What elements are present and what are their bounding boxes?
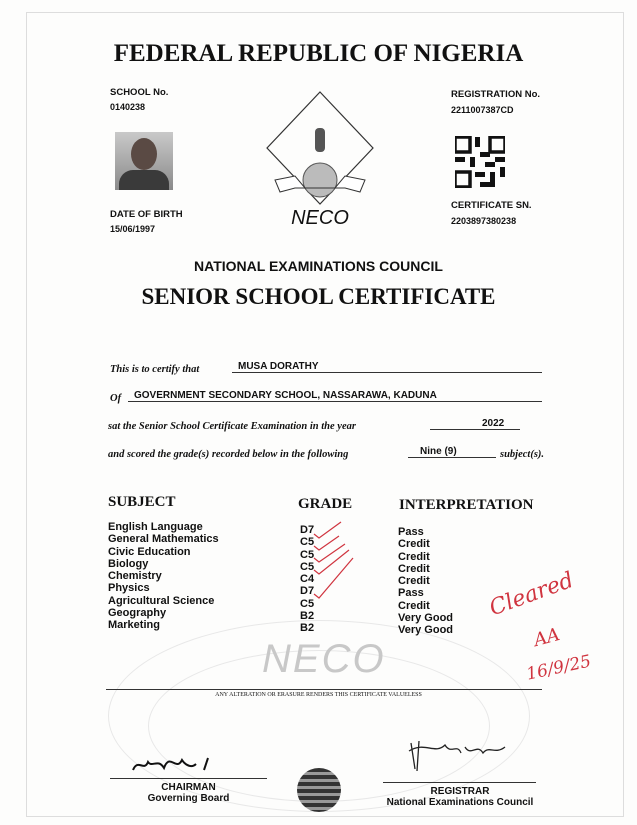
registrar-line bbox=[383, 782, 536, 783]
alteration-warning: ANY ALTERATION OR ERASURE RENDERS THIS CERTIFICATE VALUELESS bbox=[215, 692, 422, 698]
result-grade: C5 bbox=[300, 548, 315, 561]
certificate-sn-label: CERTIFICATE SN. bbox=[451, 200, 532, 211]
neco-watermark: NECO bbox=[262, 637, 386, 681]
chairman-subtitle: Governing Board bbox=[147, 793, 230, 804]
result-subject: Agricultural Science bbox=[108, 594, 215, 607]
result-interpretation: Credit bbox=[398, 575, 430, 588]
qr-code bbox=[455, 136, 505, 188]
result-interpretation: Credit bbox=[398, 550, 430, 563]
subject-header: SUBJECT bbox=[108, 494, 176, 510]
result-subject: Geography bbox=[108, 607, 167, 620]
result-subject: Physics bbox=[108, 582, 150, 595]
security-seal bbox=[297, 768, 341, 812]
certificate-sn-value: 2203897380238 bbox=[451, 216, 517, 226]
result-interpretation: Credit bbox=[398, 562, 430, 575]
result-subject: Chemistry bbox=[108, 570, 162, 583]
exam-year: 2022 bbox=[430, 418, 520, 430]
certify-prefix: This is to certify that bbox=[110, 364, 200, 375]
dob-label: DATE OF BIRTH bbox=[110, 209, 183, 220]
result-subject: Marketing bbox=[108, 619, 160, 632]
red-tick-marks bbox=[310, 520, 370, 620]
result-grade: D7 bbox=[300, 524, 315, 536]
year-prefix: sat the Senior School Certificate Examination in the year bbox=[108, 421, 356, 432]
subjects-prefix: and scored the grade(s) recorded below in the following bbox=[108, 449, 349, 460]
result-interpretation: Credit bbox=[398, 599, 430, 612]
result-subject: General Mathematics bbox=[108, 533, 219, 546]
interpretation-column bbox=[398, 526, 453, 637]
result-grade: C5 bbox=[300, 560, 315, 573]
of-prefix: Of bbox=[110, 393, 122, 404]
candidate-photo bbox=[115, 132, 173, 190]
interpretation-header: INTERPRETATION bbox=[399, 497, 534, 513]
country-title: FEDERAL REPUBLIC OF NIGERIA bbox=[113, 40, 524, 67]
dob-value: 15/06/1997 bbox=[110, 224, 156, 234]
result-subject: Civic Education bbox=[108, 545, 191, 558]
result-grade: D7 bbox=[300, 585, 315, 598]
result-interpretation: Very Good bbox=[398, 624, 454, 637]
result-grade: B2 bbox=[300, 622, 315, 635]
result-grade: C5 bbox=[300, 536, 315, 549]
subject-column bbox=[108, 521, 219, 632]
handwritten-clearance-note: Cleared AA 16/9/25 bbox=[486, 567, 593, 685]
neco-logo bbox=[265, 88, 375, 228]
result-grade: C4 bbox=[300, 573, 315, 586]
school-no-label: SCHOOL No. bbox=[110, 87, 169, 98]
registrar-subtitle: National Examinations Council bbox=[386, 797, 534, 808]
certificate-title: SENIOR SCHOOL CERTIFICATE bbox=[141, 284, 496, 309]
result-grade: B2 bbox=[300, 610, 315, 623]
registration-no-label: REGISTRATION No. bbox=[451, 89, 541, 100]
result-grade: C5 bbox=[300, 597, 315, 610]
result-interpretation: Credit bbox=[398, 538, 430, 551]
registrar-title: REGISTRAR bbox=[430, 786, 490, 797]
result-interpretation: Very Good bbox=[398, 612, 454, 625]
grade-header: GRADE bbox=[298, 496, 353, 512]
result-interpretation: Pass bbox=[398, 526, 424, 538]
chairman-signature bbox=[130, 748, 225, 776]
council-name: NATIONAL EXAMINATIONS COUNCIL bbox=[194, 258, 443, 274]
candidate-name: MUSA DORATHY bbox=[232, 361, 542, 373]
footer-divider bbox=[106, 689, 542, 690]
subject-count: Nine (9) bbox=[408, 446, 496, 458]
result-subject: English Language bbox=[108, 521, 203, 533]
registration-no-value: 2211007387CD bbox=[451, 105, 514, 115]
chairman-title: CHAIRMAN bbox=[161, 782, 216, 793]
registrar-signature bbox=[405, 735, 515, 775]
school-name: GOVERNMENT SECONDARY SCHOOL, NASSARAWA, KADUNA bbox=[128, 390, 542, 402]
svg-text:NECO: NECO bbox=[291, 207, 349, 228]
school-no-value: 0140238 bbox=[110, 102, 146, 112]
result-subject: Biology bbox=[108, 557, 149, 570]
result-interpretation: Pass bbox=[398, 587, 424, 600]
chairman-line bbox=[110, 778, 267, 779]
subjects-suffix: subject(s). bbox=[500, 449, 545, 460]
